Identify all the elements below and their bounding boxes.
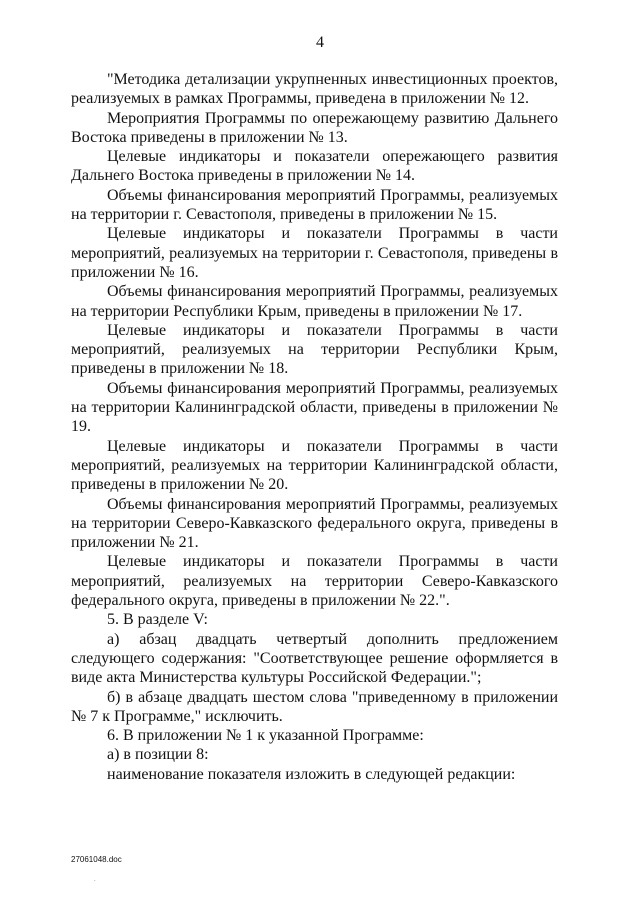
paragraph: Мероприятия Программы по опережающему развитию Дальнего Востока приведены в приложении № 13. [71,109,558,146]
paragraph: Объемы финансирования мероприятий Программы, реализуемых на территории Северо-Кавказского федерального округа, приведены в приложении № 21. [71,495,558,552]
paragraph: а) абзац двадцать четвертый дополнить предложением следующего содержания: "Соответствующее решение оформляется в виде акта Министерства культуры Российской Федерации."; [71,630,558,687]
footer-mark: . [94,877,96,883]
paragraph: Целевые индикаторы и показатели Программы в части мероприятий, реализуемых на территории Калининградской области, приведены в приложении № 20. [71,437,558,494]
paragraph: 6. В приложении № 1 к указанной Программе: [107,727,424,745]
paragraph: Целевые индикаторы и показатели Программы в части мероприятий, реализуемых на территории г. Севастополя, приведены в приложении № 16. [71,225,558,281]
paragraph: Объемы финансирования мероприятий Программы, реализуемых на территории Калининградской области, приведены в приложении № 19. [71,379,558,436]
paragraph: а) в позиции 8: [107,746,209,764]
paragraph: "Методика детализации укрупненных инвестиционных проектов, реализуемых в рамках Программы, приведена в приложении № 12. [71,71,558,108]
paragraph: Целевые индикаторы и показатели Программы в части мероприятий, реализуемых на территории Республики Крым, приведены в приложении № 18. [71,321,558,378]
paragraph: Объемы финансирования мероприятий Программы, реализуемых на территории Республики Крым, приведены в приложении № 17. [71,283,558,320]
document-code: 27061048.doc [71,855,122,864]
paragraph: 5. В разделе V: [107,611,208,629]
paragraph: Целевые индикаторы и показатели Программы в части мероприятий, реализуемых на территории Северо-Кавказского федерального округа, приведены в приложении № 22.". [71,553,558,610]
paragraph: наименование показателя изложить в следующей редакции: [107,765,516,783]
paragraph: Целевые индикаторы и показатели опережающего развития Дальнего Востока приведены в приложении № 14. [71,148,558,185]
document-body [71,70,558,784]
paragraph: б) в абзаце двадцать шестом слова "приведенному в приложении № 7 к Программе," исключить. [71,688,558,725]
paragraph: Объемы финансирования мероприятий Программы, реализуемых на территории г. Севастополя, приведены в приложении № 15. [71,186,558,224]
page-number: 4 [316,34,324,51]
